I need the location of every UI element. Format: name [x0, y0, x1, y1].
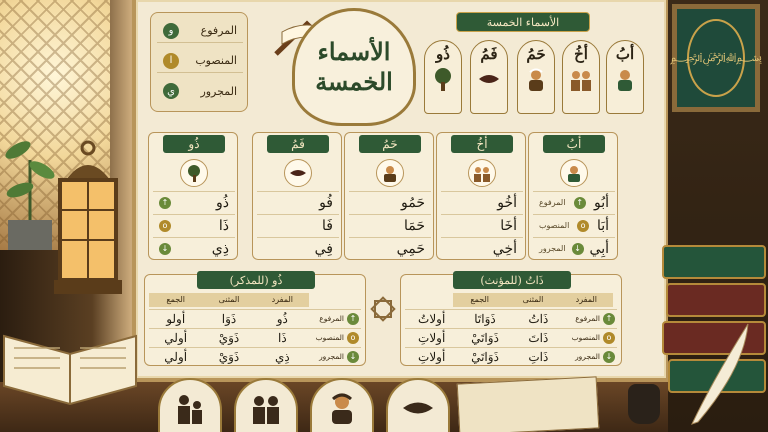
nasb-icon: o — [347, 332, 359, 344]
name-word: ذُو — [436, 45, 450, 63]
brothers-icon — [249, 391, 283, 425]
card-head: فَمُ — [267, 135, 329, 153]
col-header: الجمع — [470, 295, 490, 304]
name-card — [252, 132, 342, 260]
card-form-row — [441, 191, 523, 213]
table-row — [405, 328, 617, 346]
quill-icon — [684, 318, 754, 428]
card-form-row — [349, 214, 431, 236]
calligraphy-frame — [669, 4, 763, 112]
mouth-icon — [289, 164, 307, 182]
octagram-ornament-icon — [368, 294, 398, 324]
table-cell: ذَاتُ — [528, 311, 549, 326]
name-card — [436, 132, 526, 260]
table-cell: ذَا — [277, 330, 287, 345]
raf-icon: ↑ — [347, 313, 359, 325]
open-book-icon — [0, 296, 140, 406]
table-header — [149, 293, 309, 307]
nasb-icon: o — [159, 220, 171, 232]
mouth-icon — [401, 391, 435, 425]
father-icon — [565, 164, 583, 182]
card-form-row — [533, 191, 615, 213]
name-card — [528, 132, 618, 260]
col-header: المفرد — [575, 295, 597, 304]
table-header — [453, 293, 613, 307]
row-case-label: المرفوع — [319, 314, 344, 323]
table-cell: ذَوَاتَيْ — [471, 349, 499, 364]
col-header: المثنى — [522, 295, 544, 304]
father-icon — [613, 67, 637, 91]
card-form: ذِي — [211, 240, 229, 257]
case-label: المرفوع — [539, 198, 566, 207]
card-form-row — [257, 191, 339, 213]
card-form: ذَا — [218, 217, 229, 234]
table-title: ذُو (للمذكر) — [197, 271, 315, 289]
case-label: المنصوب — [539, 221, 570, 230]
legend-item — [157, 79, 243, 103]
legend-item — [157, 49, 243, 73]
card-form: أبِي — [589, 240, 609, 257]
table-cell: ذَاتَ — [528, 330, 549, 345]
name-arch — [470, 40, 508, 114]
card-form: حَمُو — [401, 194, 425, 211]
card-form: حَمَا — [403, 217, 425, 234]
card-form: فُو — [319, 194, 333, 211]
raf-icon: ↑ — [574, 197, 586, 209]
card-form-row — [153, 191, 235, 213]
row-case — [565, 332, 617, 344]
row-case-label: المجرور — [319, 352, 344, 361]
name-arch — [424, 40, 462, 114]
card-form-row — [441, 237, 523, 259]
table-masculine — [144, 274, 366, 366]
legend-label: المرفوع — [200, 24, 237, 37]
tree-icon — [431, 67, 455, 91]
name-card — [344, 132, 434, 260]
card-icon-wrap — [468, 159, 496, 187]
card-form-row — [349, 237, 431, 259]
name-word: فَمُ — [480, 45, 498, 63]
row-case — [309, 351, 361, 363]
table-cell: ذِي — [274, 349, 290, 364]
card-icon-wrap — [560, 159, 588, 187]
card-form-row — [349, 191, 431, 213]
table-row — [149, 309, 361, 327]
name-arch — [517, 40, 555, 114]
raf-icon: ↑ — [159, 197, 171, 209]
legend-label: المجرور — [200, 84, 237, 98]
table-cell: ذَوَاتَا — [474, 311, 496, 326]
row-case — [309, 332, 361, 344]
row-case — [565, 351, 617, 363]
card-head: ذُو — [163, 135, 225, 153]
name-card — [148, 132, 238, 260]
table-row — [149, 347, 361, 365]
nasb-icon: o — [577, 220, 589, 232]
row-case-label: المرفوع — [575, 314, 600, 323]
table-cell: أولي — [164, 330, 188, 345]
name-word: أخُ — [574, 45, 588, 63]
notebook-icon — [457, 376, 600, 432]
card-form: ذُو — [216, 194, 229, 211]
tree-icon — [185, 164, 203, 182]
col-header: المفرد — [271, 295, 293, 304]
legend-mark: و — [163, 23, 179, 39]
row-case — [309, 313, 361, 325]
card-head: أخُ — [451, 135, 513, 153]
card-form: فِي — [314, 240, 333, 257]
jarr-icon: ↓ — [159, 243, 171, 255]
nasb-icon: o — [603, 332, 615, 344]
row-case-label: المجرور — [575, 352, 600, 361]
table-row — [405, 347, 617, 365]
name-arch — [562, 40, 600, 114]
top-ribbon: الأسماء الخمسة — [456, 12, 590, 32]
table-row — [405, 309, 617, 327]
table-cell: ذُو — [276, 311, 288, 326]
book-icon — [666, 283, 766, 317]
col-header: الجمع — [166, 295, 186, 304]
title-line-2: الخمسة — [315, 67, 393, 96]
jarr-icon: ↓ — [603, 351, 615, 363]
case-label: المجرور — [539, 244, 566, 253]
case-legend — [150, 12, 248, 112]
table-cell: أولاتُ — [418, 311, 446, 326]
table-cell: ذَوَاتَيْ — [471, 330, 499, 345]
table-cell: ذَوَا — [221, 311, 237, 326]
name-word: أبُ — [615, 45, 635, 63]
father-in-law-icon — [325, 391, 359, 425]
father-in-law-icon — [381, 164, 399, 182]
lantern-icon — [44, 140, 132, 310]
brothers-icon — [473, 164, 491, 182]
card-form-row — [153, 237, 235, 259]
card-form: أبَا — [596, 217, 609, 234]
card-head: حَمُ — [359, 135, 421, 153]
card-form-row — [257, 214, 339, 236]
table-cell: ذَاتِ — [528, 349, 549, 364]
legend-label: المنصوب — [195, 54, 237, 67]
table-title: ذَاتُ (للمؤنث) — [453, 271, 571, 289]
card-form-row — [533, 214, 615, 236]
legend-item — [157, 19, 243, 43]
raf-icon: ↑ — [603, 313, 615, 325]
name-arch — [606, 40, 644, 114]
father-son-icon — [173, 391, 207, 425]
card-icon-wrap — [284, 159, 312, 187]
card-form-row — [153, 214, 235, 236]
card-icon-wrap — [376, 159, 404, 187]
table-row — [149, 328, 361, 346]
table-cell: ذَوَيْ — [218, 349, 240, 364]
table-cell: ذَوَيْ — [218, 330, 240, 345]
table-cell: أولو — [166, 311, 186, 326]
table-cell: أولاتِ — [418, 349, 446, 364]
father-in-law-icon — [524, 67, 548, 91]
col-header: المثنى — [218, 295, 240, 304]
title-line-1: الأسماء — [317, 37, 391, 66]
card-head: أبُ — [543, 135, 605, 153]
legend-mark: ا — [163, 53, 179, 69]
calligraphy-icon: ﷽ — [687, 19, 745, 97]
card-icon-wrap — [180, 159, 208, 187]
card-form: أخَا — [500, 217, 517, 234]
jarr-icon: ↓ — [347, 351, 359, 363]
legend-mark: ي — [163, 83, 179, 99]
page-title — [292, 8, 416, 126]
name-word: حَمُ — [526, 45, 546, 63]
book-icon — [662, 245, 766, 279]
card-form: فَا — [322, 217, 333, 234]
card-form-row — [257, 237, 339, 259]
card-form: أبُو — [593, 194, 609, 211]
inkwell-icon — [628, 384, 660, 424]
card-form-row — [533, 237, 615, 259]
row-case-label: المنصوب — [571, 333, 600, 342]
card-form-row — [441, 214, 523, 236]
row-case-label: المنصوب — [315, 333, 344, 342]
table-cell: أولاتِ — [418, 330, 446, 345]
jarr-icon: ↓ — [572, 243, 584, 255]
brothers-icon — [569, 67, 593, 91]
card-form: أخُو — [497, 194, 517, 211]
card-form: حَمِي — [396, 240, 425, 257]
row-case — [565, 313, 617, 325]
table-feminine — [400, 274, 622, 366]
mouth-icon — [477, 67, 501, 91]
table-cell: أولي — [164, 349, 188, 364]
card-form: أخِي — [492, 240, 517, 257]
